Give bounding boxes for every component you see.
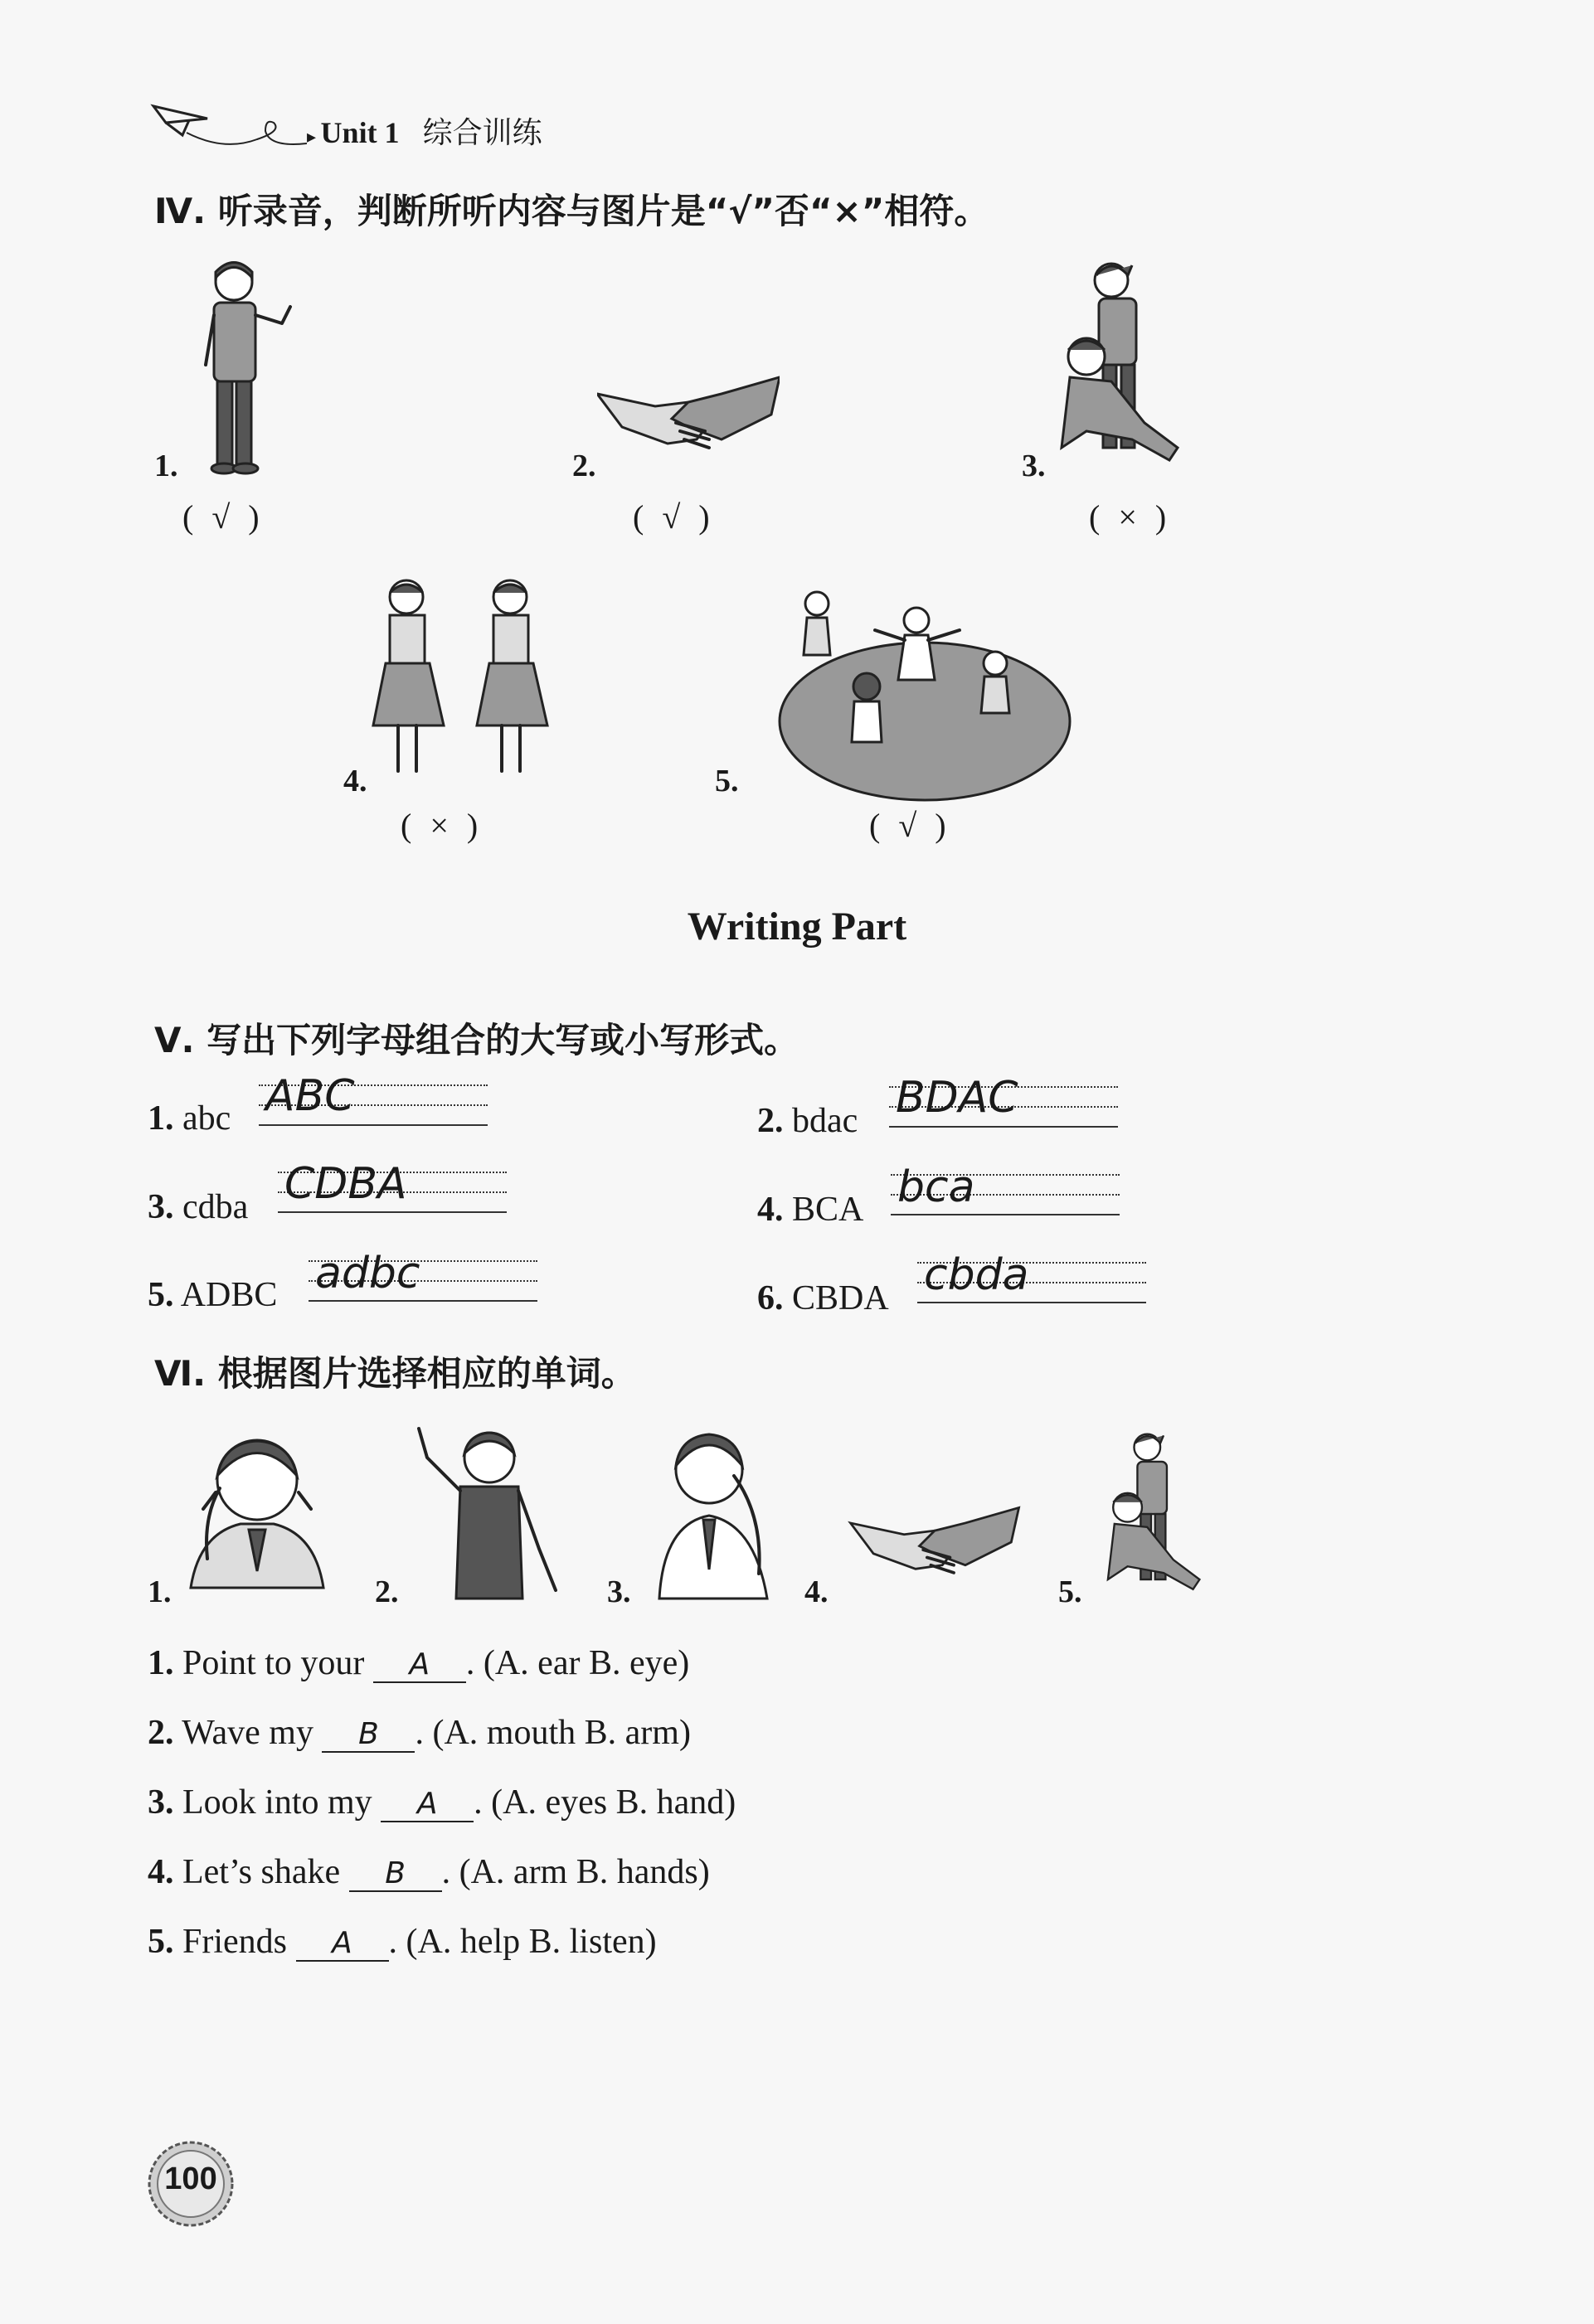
sentence-2: 2. Wave my B . (A. mouth B. arm)	[148, 1714, 691, 1752]
paper-plane-icon	[149, 98, 307, 156]
header-title: 综合训练	[422, 116, 542, 150]
handwritten-answer: adbc	[315, 1249, 420, 1298]
letter-item-5: 5. ADBC	[148, 1276, 278, 1314]
answer-blank: A	[296, 1926, 389, 1962]
answer-mark: ( √ )	[182, 498, 265, 536]
item-number: 1.	[154, 449, 178, 483]
handwritten-answer: CDBA	[284, 1159, 407, 1209]
pic-number: 5.	[1058, 1574, 1082, 1609]
answer-blank: A	[373, 1647, 466, 1683]
sentence-1: 1. Point to your A . (A. ear B. eye)	[148, 1644, 690, 1682]
item-number: 4.	[343, 764, 367, 798]
boy-waving-illustration	[406, 1424, 564, 1603]
pic-number: 4.	[804, 1574, 829, 1609]
girl-waving-illustration	[191, 257, 299, 481]
answer-blank: B	[349, 1856, 442, 1892]
letter-item-4: 4. BCA	[757, 1191, 864, 1229]
letter-item-3: 3. cdba	[148, 1188, 249, 1226]
item-number: 5.	[715, 764, 739, 798]
girl-pointing-eye-illustration	[647, 1424, 780, 1603]
handwritten-answer: BDAC	[896, 1073, 1018, 1123]
header: ▸ Unit 1 综合训练	[307, 116, 542, 150]
answer-blank: B	[322, 1717, 415, 1753]
letter-item-1: 1. abc	[148, 1099, 231, 1138]
answer-mark: ( × )	[401, 807, 484, 844]
item-number: 3.	[1022, 449, 1046, 483]
page-number: 100	[164, 2161, 217, 2196]
handwritten-answer: bca	[897, 1162, 975, 1212]
children-playing-illustration	[775, 580, 1074, 804]
section-6-title: Ⅵ. 根据图片选择相应的单词。	[154, 1353, 636, 1394]
letter-item-6: 6. CBDA	[757, 1279, 889, 1317]
girl-pointing-ear-illustration	[182, 1426, 332, 1592]
sentence-3: 3. Look into my A . (A. eyes B. hand)	[148, 1783, 736, 1822]
sentence-5: 5. Friends A . (A. help B. listen)	[148, 1923, 657, 1961]
helping-friend-illustration	[1101, 1426, 1226, 1608]
handshake-illustration	[597, 361, 780, 468]
answer-mark: ( × )	[1089, 498, 1172, 536]
answer-mark: ( √ )	[633, 498, 715, 536]
writing-part-title: Writing Part	[687, 905, 907, 949]
letter-item-2: 2. bdac	[757, 1102, 858, 1140]
header-unit: Unit 1	[320, 116, 400, 149]
shaking-hands-illustration	[848, 1492, 1022, 1592]
help-up-illustration	[1053, 257, 1211, 481]
answer-mark: ( √ )	[869, 807, 951, 844]
sentence-4: 4. Let’s shake B . (A. arm B. hands)	[148, 1853, 710, 1891]
two-girls-illustration	[365, 572, 556, 788]
pic-number: 3.	[607, 1574, 631, 1609]
pic-number: 2.	[375, 1574, 399, 1609]
section-4-title: Ⅳ. 听录音，判断所听内容与图片是“√”否“×”相符。	[154, 191, 989, 231]
section-5-title: Ⅴ. 写出下列字母组合的大写或小写形式。	[154, 1020, 799, 1060]
handwritten-answer: ABC	[265, 1071, 355, 1121]
answer-blank: A	[381, 1787, 474, 1822]
item-number: 2.	[572, 449, 596, 483]
handwritten-answer: cbda	[924, 1250, 1029, 1300]
pic-number: 1.	[148, 1574, 172, 1609]
